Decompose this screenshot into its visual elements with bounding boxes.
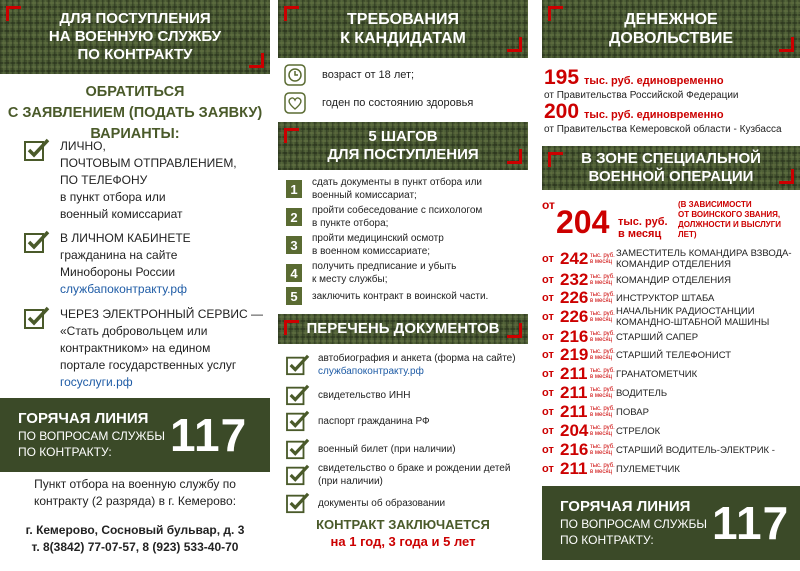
- rank-row: от 226 тыс. руб. в месяц НАЧАЛЬНИК РАДИОСТАНЦИИ КОМАНДНО-ШТАБНОЙ МАШИНЫ: [542, 306, 770, 328]
- rank-name: ГРАНАТОМЕТЧИК: [616, 368, 698, 380]
- step-5: [286, 287, 488, 305]
- contract-term-periods: на 1 год, 3 года и 5 лет: [330, 534, 476, 549]
- hotline-number[interactable]: 117: [712, 497, 790, 549]
- apply-header-line2: НА ВОЕННУЮ СЛУЖБУ: [48, 28, 222, 45]
- option-in-person: [24, 138, 264, 223]
- rank-row: от 226 тыс. руб. в месяц ИНСТРУКТОР ШТАБА: [542, 288, 715, 307]
- req-header-line1: ТРЕБОВАНИЯ: [347, 11, 459, 28]
- steps-header: [278, 122, 528, 170]
- req-health-text: годен по состоянию здоровья: [322, 97, 474, 109]
- doc-text: свидетельство о браке и рождении детей: [318, 463, 511, 474]
- doc-education: [286, 492, 445, 514]
- phones: т. 8(3842) 77-07-57, 8 (923) 533-40-70: [31, 540, 239, 554]
- req-age-text: возраст от 18 лет;: [322, 69, 415, 81]
- hotline-title: ГОРЯЧАЯ ЛИНИЯ: [560, 498, 691, 515]
- rank-name: КОМАНДИР ОТДЕЛЕНИЯ: [616, 274, 731, 286]
- option2-line1: В ЛИЧНОМ КАБИНЕТЕ: [60, 231, 191, 245]
- checkbox-icon: [24, 138, 50, 162]
- apply-header: [0, 0, 270, 74]
- doc-marriage: [286, 462, 510, 488]
- selection-point: [0, 476, 270, 556]
- documents-header-text: ПЕРЕЧЕНЬ ДОКУМЕНТОВ: [306, 320, 500, 337]
- contract-term-title: КОНТРАКТ ЗАКЛЮЧАЕТСЯ: [316, 517, 490, 532]
- rank-name: СТАРШИЙ ВОДИТЕЛЬ-ЭЛЕКТРИК -: [616, 444, 775, 456]
- checkbox-icon: [286, 464, 310, 486]
- rank-value: 242: [560, 249, 589, 268]
- apply-header-line1: ДЛЯ ПОСТУПЛЕНИЯ: [59, 10, 211, 27]
- steps-header-line2: ДЛЯ ПОСТУПЛЕНИЯ: [327, 146, 479, 163]
- step-4: [286, 260, 456, 286]
- option3-line3: контрактником» на едином: [60, 341, 211, 355]
- rank-name: КОМАНДИР ОТДЕЛЕНИЯ: [616, 259, 731, 270]
- option1-line3: ПО ТЕЛЕФОНУ: [60, 173, 148, 187]
- rank-row: от 219 тыс. руб. в месяц СТАРШИЙ ТЕЛЕФОНИСТ: [542, 345, 732, 364]
- checkbox-icon: [286, 492, 310, 514]
- req-age: [284, 64, 414, 86]
- column-pay: [536, 0, 800, 571]
- salary-note1: (В ЗАВИСИМОСТИ: [678, 200, 752, 209]
- rank-name: КОМАНДНО-ШТАБНОЙ МАШИНЫ: [616, 317, 770, 328]
- payment-federal: [544, 66, 800, 101]
- step-text: получить предписание и убыть: [312, 261, 457, 272]
- svo-header-line2: ВОЕННОЙ ОПЕРАЦИИ: [588, 168, 754, 185]
- payment-regional-value: 200: [544, 100, 580, 123]
- checkbox-icon: [286, 354, 310, 376]
- payment-regional: [544, 100, 800, 135]
- hotline-number[interactable]: 117: [170, 409, 248, 461]
- option-electronic-service: [24, 306, 264, 391]
- rank-value: 211: [560, 459, 588, 478]
- pay-header-line1: ДЕНЕЖНОЕ: [624, 11, 718, 28]
- hotline-sub2: ПО КОНТРАКТУ:: [560, 533, 654, 547]
- rank-name: ЗАМЕСТИТЕЛЬ КОМАНДИРА ВЗВОДА-: [616, 248, 792, 259]
- salary-main: [542, 196, 800, 244]
- apply-title-line1: ОБРАТИТЬСЯ: [85, 84, 185, 100]
- doc-text: (при наличии): [318, 476, 383, 487]
- calendar-icon: [284, 64, 306, 86]
- apply-header-line3: ПО КОНТРАКТУ: [77, 46, 193, 63]
- salary-note3: ДОЛЖНОСТИ И ВЫСЛУГИ: [678, 220, 782, 229]
- checkbox-icon: [286, 438, 310, 460]
- rank-value: 211: [560, 364, 588, 383]
- rank-value: 204: [560, 421, 589, 440]
- option1-line1: ЛИЧНО,: [60, 139, 106, 153]
- step-text: к месту службы;: [312, 274, 388, 285]
- salary-from: от: [542, 198, 555, 212]
- apply-title: [0, 82, 270, 145]
- column-apply: [0, 0, 270, 571]
- option1-line4: в пункт отбора или: [60, 190, 166, 204]
- hotline-sub2: ПО КОНТРАКТУ:: [18, 445, 112, 459]
- rank-value: 226: [560, 288, 589, 307]
- doc-text: военный билет (при наличии): [318, 443, 456, 455]
- rank-name: ПУЛЕМЕТЧИК: [616, 463, 680, 475]
- checkbox-icon: [286, 410, 310, 432]
- rank-row: от 204 тыс. руб. в месяц СТРЕЛОК: [542, 421, 661, 440]
- step-1: [286, 176, 482, 202]
- svo-header-line1: В ЗОНЕ СПЕЦИАЛЬНОЙ: [581, 150, 761, 167]
- pay-header: [542, 0, 800, 58]
- rank-name: ИНСТРУКТОР ШТАБА: [616, 292, 715, 304]
- heart-icon: [284, 92, 306, 114]
- hotline-title: ГОРЯЧАЯ ЛИНИЯ: [18, 410, 149, 427]
- svo-header: [542, 146, 800, 190]
- doc-text: автобиография и анкета (форма на сайте): [318, 353, 516, 364]
- option1-line5: военный комиссариат: [60, 207, 183, 221]
- req-header-line2: К КАНДИДАТАМ: [340, 30, 466, 47]
- rank-name: СТРЕЛОК: [616, 425, 661, 437]
- contract-service-link[interactable]: службапоконтракту.рф: [60, 282, 187, 296]
- step-text: заключить контракт в воинской части.: [312, 290, 489, 302]
- step-number: 4: [286, 264, 302, 282]
- step-text: пройти собеседование с психологом: [312, 205, 483, 216]
- rank-row: от 211 тыс. руб. в месяц ПУЛЕМЕТЧИК: [542, 459, 680, 478]
- doc-text: свидетельство ИНН: [318, 389, 411, 401]
- pay-header-line2: ДОВОЛЬСТВИЕ: [608, 30, 734, 47]
- option3-line4: портале государственных услуг: [60, 358, 237, 372]
- rank-name: ПОВАР: [616, 406, 649, 418]
- hotline-sub1: ПО ВОПРОСАМ СЛУЖБЫ: [18, 429, 166, 443]
- doc-military-id: [286, 438, 456, 460]
- rank-value: 211: [560, 402, 588, 421]
- doc-autobiography: [286, 352, 516, 378]
- checkbox-icon: [286, 384, 310, 406]
- gosuslugi-link[interactable]: госуслуги.рф: [60, 375, 133, 389]
- rank-row: от 242 тыс. руб. в месяц ЗАМЕСТИТЕЛЬ КОМАНДИРА ВЗВОДА- КОМАНДИР ОТДЕЛЕНИЯ: [542, 248, 792, 270]
- step-number: 5: [286, 287, 302, 305]
- salary-note4: ЛЕТ): [678, 230, 697, 239]
- salary-unit2: в месяц: [618, 228, 662, 240]
- payment-federal-source: от Правительства Российской Федерации: [544, 90, 739, 101]
- rank-value: 219: [560, 345, 589, 364]
- payment-federal-value: 195: [544, 66, 580, 89]
- point-line2: контракту (2 разряда) в г. Кемерово:: [33, 494, 237, 508]
- payment-regional-unit: тыс. руб. единовременно: [584, 109, 724, 121]
- doc-text: документы об образовании: [318, 497, 446, 509]
- payment-federal-unit: тыс. руб. единовременно: [584, 75, 724, 87]
- step-2: [286, 204, 482, 230]
- option2-line2: гражданина на сайте: [60, 248, 178, 262]
- option2-line3: Минобороны России: [60, 265, 176, 279]
- rank-name: ВОДИТЕЛЬ: [616, 387, 668, 399]
- apply-title-line3: ВАРИАНТЫ:: [90, 126, 180, 142]
- step-number: 1: [286, 180, 302, 198]
- rank-value: 232: [560, 270, 589, 289]
- hotline-box-2: [542, 486, 800, 560]
- doc-text: паспорт гражданина РФ: [318, 415, 430, 427]
- step-text: сдать документы в пункт отбора или: [312, 177, 483, 188]
- apply-title-line2: С ЗАЯВЛЕНИЕМ (ПОДАТЬ ЗАЯВКУ): [7, 105, 263, 121]
- step-text: в военном комиссариате;: [312, 246, 431, 257]
- option3-line2: «Стать добровольцем или: [60, 324, 208, 338]
- rank-name: СТАРШИЙ ТЕЛЕФОНИСТ: [616, 349, 732, 361]
- hotline-box: [0, 398, 270, 472]
- salary-unit1: тыс. руб.: [618, 216, 668, 228]
- rank-row: от 216 тыс. руб. в месяц СТАРШИЙ ВОДИТЕЛЬ-ЭЛЕКТРИК -: [542, 440, 775, 459]
- rank-value: 216: [560, 440, 589, 459]
- salary-value: 204: [556, 204, 610, 240]
- contract-term: [278, 516, 528, 550]
- payment-regional-source: от Правительства Кемеровской области - Кузбасса: [544, 124, 782, 135]
- step-number: 2: [286, 208, 302, 226]
- rank-value: 226: [560, 307, 589, 326]
- rank-value: 216: [560, 327, 589, 346]
- rank-name: НАЧАЛЬНИК РАДИОСТАНЦИИ: [616, 306, 755, 317]
- requirements-header: [278, 0, 528, 58]
- rank-name: СТАРШИЙ САПЕР: [616, 331, 699, 343]
- rank-value: 211: [560, 383, 588, 402]
- step-3: [286, 232, 444, 258]
- doc-inn: [286, 384, 410, 406]
- option-personal-account: [24, 230, 264, 298]
- rank-row: от 232 тыс. руб. в месяц КОМАНДИР ОТДЕЛЕНИЯ: [542, 270, 731, 289]
- rank-row: от 211 тыс. руб. в месяц ПОВАР: [542, 402, 649, 421]
- req-health: [284, 92, 473, 114]
- address: г. Кемерово, Сосновый бульвар, д. 3: [25, 523, 245, 537]
- column-requirements: [278, 0, 528, 571]
- option3-line1: ЧЕРЕЗ ЭЛЕКТРОННЫЙ СЕРВИС —: [60, 307, 264, 321]
- step-number: 3: [286, 236, 302, 254]
- steps-header-line1: 5 ШАГОВ: [368, 128, 438, 145]
- rank-row: от 216 тыс. руб. в месяц СТАРШИЙ САПЕР: [542, 327, 699, 346]
- checkbox-icon: [24, 306, 50, 330]
- step-text: в пункте отбора;: [312, 218, 389, 229]
- step-text: пройти медицинский осмотр: [312, 233, 444, 244]
- doc-link[interactable]: службапоконтракту.рф: [318, 366, 424, 377]
- step-text: военный комиссариат;: [312, 190, 417, 201]
- rank-row: от 211 тыс. руб. в месяц ВОДИТЕЛЬ: [542, 383, 668, 402]
- hotline-sub1: ПО ВОПРОСАМ СЛУЖБЫ: [560, 517, 708, 531]
- rank-row: от 211 тыс. руб. в месяц ГРАНАТОМЕТЧИК: [542, 364, 698, 383]
- checkbox-icon: [24, 230, 50, 254]
- salary-note2: ОТ ВОИНСКОГО ЗВАНИЯ,: [678, 210, 781, 219]
- doc-passport: [286, 410, 430, 432]
- documents-header: [278, 314, 528, 344]
- point-line1: Пункт отбора на военную службу по: [34, 477, 236, 491]
- option1-line2: ПОЧТОВЫМ ОТПРАВЛЕНИЕМ,: [60, 156, 237, 170]
